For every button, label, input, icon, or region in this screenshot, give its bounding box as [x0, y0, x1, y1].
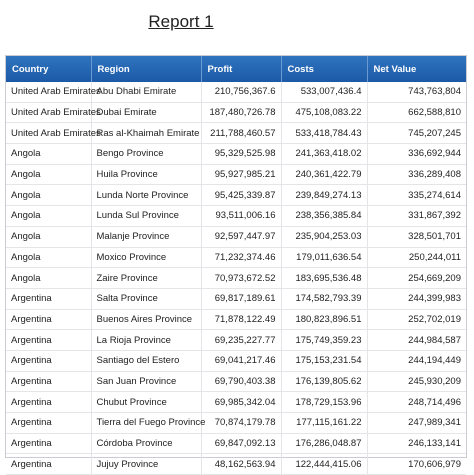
costs-cell: 176,286,048.87 — [281, 433, 367, 454]
profit-cell: 95,329,525.98 — [201, 144, 281, 165]
table-row[interactable] — [6, 268, 466, 289]
country-cell: Argentina — [6, 413, 91, 434]
net-value-cell: 245,930,209 — [367, 371, 466, 392]
region-cell: Chubut Province — [91, 392, 201, 413]
region-cell: Huila Province — [91, 164, 201, 185]
costs-cell: 238,356,385.84 — [281, 206, 367, 227]
profit-cell: 69,790,403.38 — [201, 371, 281, 392]
costs-cell: 122,444,415.06 — [281, 454, 367, 475]
country-cell: Angola — [6, 268, 91, 289]
costs-cell: 475,108,083.22 — [281, 102, 367, 123]
table-row[interactable] — [6, 413, 466, 434]
table-row[interactable] — [6, 454, 466, 475]
table-body — [6, 82, 466, 475]
costs-cell: 240,361,422.79 — [281, 164, 367, 185]
profit-cell: 69,985,342.04 — [201, 392, 281, 413]
country-cell: Argentina — [6, 433, 91, 454]
profit-cell: 95,425,339.87 — [201, 185, 281, 206]
net-value-cell: 743,763,804 — [367, 82, 466, 102]
region-cell: Salta Province — [91, 288, 201, 309]
net-value-cell: 250,244,011 — [367, 247, 466, 268]
table-row[interactable] — [6, 371, 466, 392]
column-header-country[interactable]: Country — [6, 56, 91, 82]
table-row[interactable] — [6, 206, 466, 227]
table-row[interactable] — [6, 144, 466, 165]
profit-cell: 70,973,672.52 — [201, 268, 281, 289]
costs-cell: 178,729,153.96 — [281, 392, 367, 413]
costs-cell: 176,139,805.62 — [281, 371, 367, 392]
profit-cell: 48,162,563.94 — [201, 454, 281, 475]
net-value-cell: 336,289,408 — [367, 164, 466, 185]
table-row[interactable] — [6, 288, 466, 309]
region-cell: Lunda Norte Province — [91, 185, 201, 206]
costs-cell: 175,153,231.54 — [281, 350, 367, 371]
header-row — [6, 56, 466, 82]
region-cell: Buenos Aires Province — [91, 309, 201, 330]
country-cell: Argentina — [6, 371, 91, 392]
country-cell: United Arab Emirates — [6, 123, 91, 144]
region-cell: Tierra del Fuego Province — [91, 413, 201, 434]
country-cell: United Arab Emirates — [6, 82, 91, 102]
costs-cell: 179,011,636.54 — [281, 247, 367, 268]
profit-cell: 71,232,374.46 — [201, 247, 281, 268]
table-row[interactable] — [6, 433, 466, 454]
costs-cell: 174,582,793.39 — [281, 288, 367, 309]
region-cell: San Juan Province — [91, 371, 201, 392]
country-cell: Angola — [6, 206, 91, 227]
column-header-region[interactable]: Region — [91, 56, 201, 82]
report-table — [6, 56, 466, 475]
table-row[interactable] — [6, 330, 466, 351]
country-cell: Angola — [6, 185, 91, 206]
column-header-costs[interactable]: Costs — [281, 56, 367, 82]
net-value-cell: 335,274,614 — [367, 185, 466, 206]
net-value-cell: 248,714,496 — [367, 392, 466, 413]
profit-cell: 71,878,122.49 — [201, 309, 281, 330]
profit-cell: 70,874,179.78 — [201, 413, 281, 434]
country-cell: Angola — [6, 164, 91, 185]
region-cell: Santiago del Estero — [91, 350, 201, 371]
country-cell: Argentina — [6, 330, 91, 351]
report-table-container — [5, 55, 467, 470]
profit-cell: 92,597,447.97 — [201, 226, 281, 247]
country-cell: Argentina — [6, 350, 91, 371]
costs-cell: 180,823,896.51 — [281, 309, 367, 330]
costs-cell: 235,904,253.03 — [281, 226, 367, 247]
table-row[interactable] — [6, 164, 466, 185]
net-value-cell: 244,194,449 — [367, 350, 466, 371]
net-value-cell: 331,867,392 — [367, 206, 466, 227]
country-cell: Angola — [6, 247, 91, 268]
country-cell: Angola — [6, 226, 91, 247]
table-row[interactable] — [6, 309, 466, 330]
country-cell: Argentina — [6, 392, 91, 413]
profit-cell: 69,041,217.46 — [201, 350, 281, 371]
net-value-cell: 662,588,810 — [367, 102, 466, 123]
costs-cell: 533,007,436.4 — [281, 82, 367, 102]
costs-cell: 177,115,161.22 — [281, 413, 367, 434]
region-cell: Zaire Province — [91, 268, 201, 289]
region-cell: Abu Dhabi Emirate — [91, 82, 201, 102]
region-cell: Malanje Province — [91, 226, 201, 247]
net-value-cell: 246,133,141 — [367, 433, 466, 454]
profit-cell: 93,511,006.16 — [201, 206, 281, 227]
profit-cell: 69,817,189.61 — [201, 288, 281, 309]
net-value-cell: 254,669,209 — [367, 268, 466, 289]
net-value-cell: 244,984,587 — [367, 330, 466, 351]
table-row[interactable] — [6, 392, 466, 413]
table-row[interactable] — [6, 123, 466, 144]
costs-cell: 533,418,784.43 — [281, 123, 367, 144]
net-value-cell: 328,501,701 — [367, 226, 466, 247]
profit-cell: 69,847,092.13 — [201, 433, 281, 454]
table-row[interactable] — [6, 247, 466, 268]
country-cell: Argentina — [6, 454, 91, 475]
country-cell: United Arab Emirates — [6, 102, 91, 123]
table-row[interactable] — [6, 102, 466, 123]
table-row[interactable] — [6, 82, 466, 102]
costs-cell: 239,849,274.13 — [281, 185, 367, 206]
table-row[interactable] — [6, 226, 466, 247]
region-cell: Bengo Province — [91, 144, 201, 165]
profit-cell: 211,788,460.57 — [201, 123, 281, 144]
region-cell: Moxico Province — [91, 247, 201, 268]
table-row[interactable] — [6, 350, 466, 371]
region-cell: Lunda Sul Province — [91, 206, 201, 227]
report-title: Report 1 — [148, 12, 214, 31]
region-cell: La Rioja Province — [91, 330, 201, 351]
region-cell: Dubai Emirate — [91, 102, 201, 123]
net-value-cell: 247,989,341 — [367, 413, 466, 434]
net-value-cell: 336,692,944 — [367, 144, 466, 165]
column-header-profit[interactable]: Profit — [201, 56, 281, 82]
region-cell: Ras al-Khaimah Emirate — [91, 123, 201, 144]
column-header-net-value[interactable]: Net Value — [367, 56, 466, 82]
net-value-cell: 745,207,245 — [367, 123, 466, 144]
net-value-cell: 252,702,019 — [367, 309, 466, 330]
region-cell: Jujuy Province — [91, 454, 201, 475]
country-cell: Argentina — [6, 288, 91, 309]
profit-cell: 95,927,985.21 — [201, 164, 281, 185]
costs-cell: 241,363,418.02 — [281, 144, 367, 165]
costs-cell: 175,749,359.23 — [281, 330, 367, 351]
region-cell: Córdoba Province — [91, 433, 201, 454]
profit-cell: 210,756,367.6 — [201, 82, 281, 102]
net-value-cell: 170,606,979 — [367, 454, 466, 475]
net-value-cell: 244,399,983 — [367, 288, 466, 309]
country-cell: Angola — [6, 144, 91, 165]
costs-cell: 183,695,536.48 — [281, 268, 367, 289]
country-cell: Argentina — [6, 309, 91, 330]
table-row[interactable] — [6, 185, 466, 206]
profit-cell: 187,480,726.78 — [201, 102, 281, 123]
profit-cell: 69,235,227.77 — [201, 330, 281, 351]
